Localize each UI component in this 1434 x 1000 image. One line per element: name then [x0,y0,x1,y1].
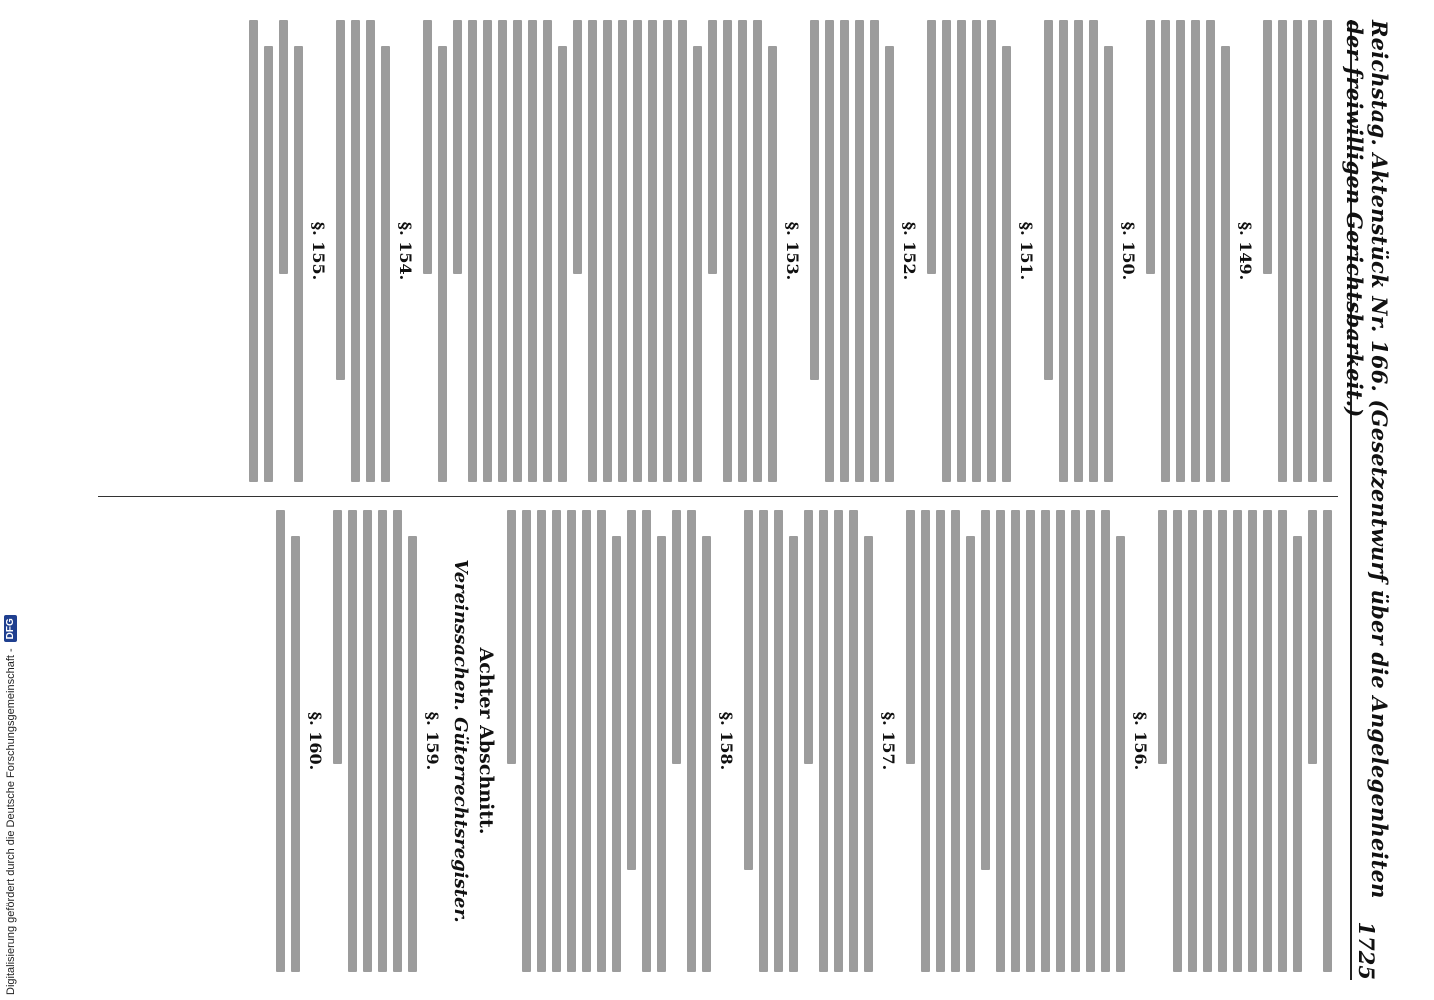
text-paragraph [573,20,702,482]
text-paragraph [423,20,447,482]
text-paragraph [627,510,666,972]
text-paragraph [906,510,975,972]
text-paragraph [249,20,303,482]
page-number: 1725 [1354,921,1380,980]
document-page [92,20,1392,980]
text-paragraph [336,20,390,482]
left-column [98,20,1338,482]
text-paragraph [810,20,894,482]
chapter-subheading: Vereinssachen. Güterrechtsregister. [450,559,471,923]
text-paragraph [744,510,798,972]
chapter-heading: Achter Abschnitt. [475,647,497,835]
text-paragraph [804,510,873,972]
column-divider [98,496,1338,497]
section-number: §. 151. [1017,221,1036,281]
page-title: Reichstag. Aktenstück Nr. 166. (Gesetzentwurf über die Angelegenheiten der freiwilligen Gerichtsbarkeit.) [1342,20,1392,899]
credit-text: Digitalisierung gefördert durch die Deutsche Forschungsgemeinschaft - [4,648,17,995]
text-paragraph [708,20,777,482]
dfg-logo: DFG [4,615,17,642]
section-number: §. 157. [879,711,898,771]
section-number: §. 149. [1236,221,1255,281]
text-paragraph [453,20,567,482]
section-number: §. 159. [423,711,442,771]
section-number: §. 155. [309,221,328,281]
right-column [98,510,1338,972]
text-paragraph [672,510,711,972]
text-paragraph [333,510,417,972]
section-number: §. 160. [306,711,325,771]
section-number: §. 153. [783,221,802,281]
text-paragraph [276,510,300,972]
section-number: §. 152. [900,221,919,281]
text-paragraph [1158,510,1302,972]
text-paragraph [927,20,1011,482]
text-paragraph [507,510,621,972]
text-paragraph [1308,510,1332,972]
section-number: §. 158. [717,711,736,771]
text-paragraph [1263,20,1332,482]
page-header [1342,20,1392,980]
digitization-credit [4,615,17,995]
section-number: §. 156. [1131,711,1150,771]
text-paragraph [1146,20,1230,482]
section-number: §. 150. [1119,221,1138,281]
section-number: §. 154. [396,221,415,281]
text-paragraph [1044,20,1113,482]
text-paragraph [981,510,1125,972]
